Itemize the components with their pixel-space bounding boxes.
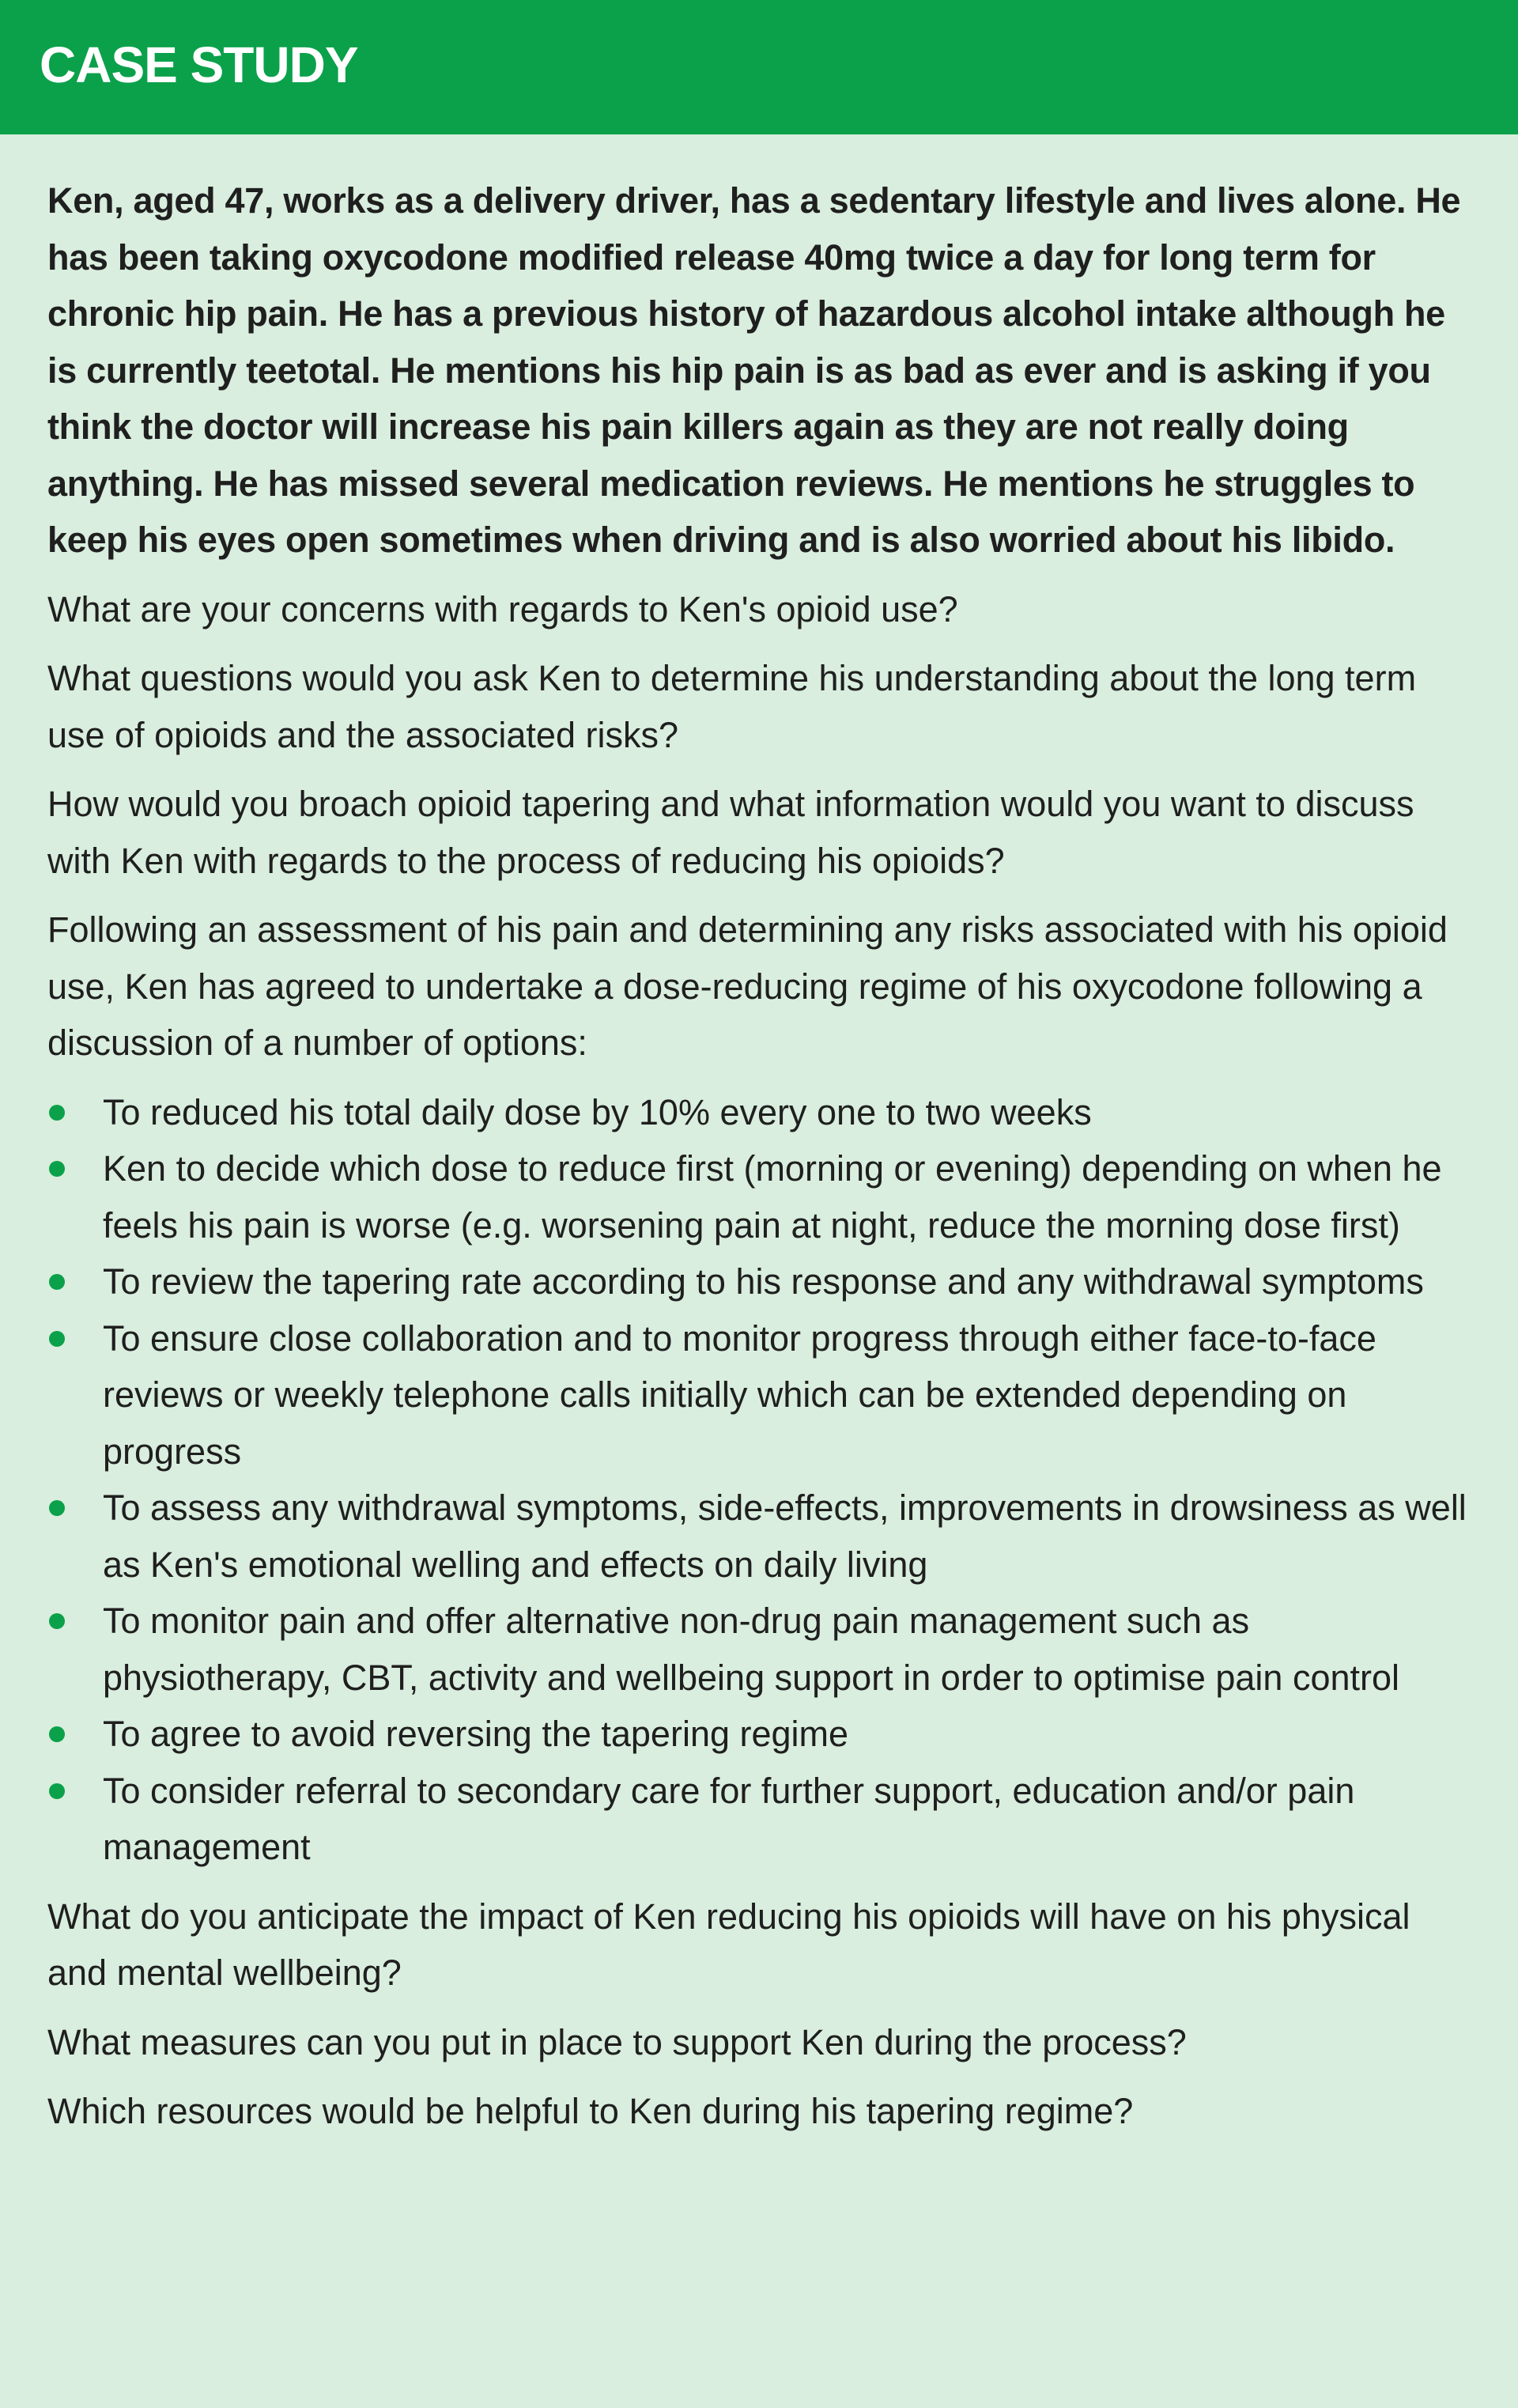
bullet-dot-icon (49, 1783, 65, 1799)
question-understanding: What questions would you ask Ken to determine his understanding about the long term use of opioids and the associated risks? (47, 658, 1417, 755)
list-item-text: Ken to decide which dose to reduce first (morning or evening) depending on when he feels his pain is worse (e.g. worsening pain at night, reduce the morning dose first) (103, 1148, 1442, 1246)
list-item-text: To review the tapering rate according to his response and any withdrawal symptoms (103, 1261, 1424, 1302)
list-item (47, 1763, 1471, 1876)
case-study-title: CASE STUDY (40, 36, 358, 93)
question-impact-wellbeing: What do you anticipate the impact of Ken reducing his opioids will have on his physical and mental wellbeing? (47, 1896, 1410, 1993)
question-support-measures: What measures can you put in place to support Ken during the process? (47, 2021, 1187, 2062)
list-item-text: To reduced his total daily dose by 10% every one to two weeks (103, 1091, 1092, 1132)
bullet-dot-icon (49, 1331, 65, 1347)
bullet-dot-icon (49, 1500, 65, 1516)
tapering-options-list (47, 1084, 1471, 1876)
list-item (47, 1310, 1471, 1480)
question-broach-tapering: How would you broach opioid tapering and what information would you want to discuss with Ken with regards to the process of reducing his opioids? (47, 784, 1414, 881)
bullet-dot-icon (49, 1274, 65, 1290)
case-study-header (0, 0, 1518, 134)
list-item (47, 1140, 1471, 1253)
bullet-dot-icon (49, 1105, 65, 1121)
question-opioid-concerns: What are your concerns with regards to Ken's opioid use? (47, 588, 958, 629)
list-item-text: To consider referral to secondary care for further support, education and/or pain management (103, 1770, 1355, 1867)
list-item-text: To assess any withdrawal symptoms, side-effects, improvements in drowsiness as well as Ken's emotional welling and effects on daily living (103, 1488, 1467, 1585)
bullet-dot-icon (49, 1613, 65, 1629)
list-item (47, 1084, 1471, 1141)
list-item (47, 1253, 1471, 1310)
bullet-dot-icon (49, 1161, 65, 1177)
list-item (47, 1593, 1471, 1706)
list-item (47, 1480, 1471, 1593)
plan-intro: Following an assessment of his pain and determining any risks associated with his opioid use, Ken has agreed to undertake a dose-reducing regime of his oxycodone following a discussion of a number of options: (47, 909, 1448, 1063)
list-item-text: To agree to avoid reversing the tapering regime (103, 1714, 849, 1754)
list-item-text: To monitor pain and offer alternative non-drug pain management such as physiotherapy, CBT, activity and wellbeing support in order to optimise pain control (103, 1601, 1400, 1698)
list-item (47, 1706, 1471, 1763)
list-item-text: To ensure close collaboration and to monitor progress through either face-to-face reviews or weekly telephone calls initially which can be extended depending on progress (103, 1317, 1376, 1472)
case-intro: Ken, aged 47, works as a delivery driver, has a sedentary lifestyle and lives alone. He has been taking oxycodone modified release 40mg twice a day for long term for chronic hip pain. He has a previous history of hazardous alcohol intake although he is currently teetotal. He mentions his hip pain is as bad as ever and is asking if you think the doctor will increase his pain killers again as they are not really doing anything. He has missed several medication reviews. He mentions he struggles to keep his eyes open sometimes when driving and is also worried about his libido. (47, 180, 1461, 560)
bullet-dot-icon (49, 1726, 65, 1742)
question-helpful-resources: Which resources would be helpful to Ken during his tapering regime? (47, 2091, 1134, 2131)
case-study-content (47, 172, 1471, 2153)
